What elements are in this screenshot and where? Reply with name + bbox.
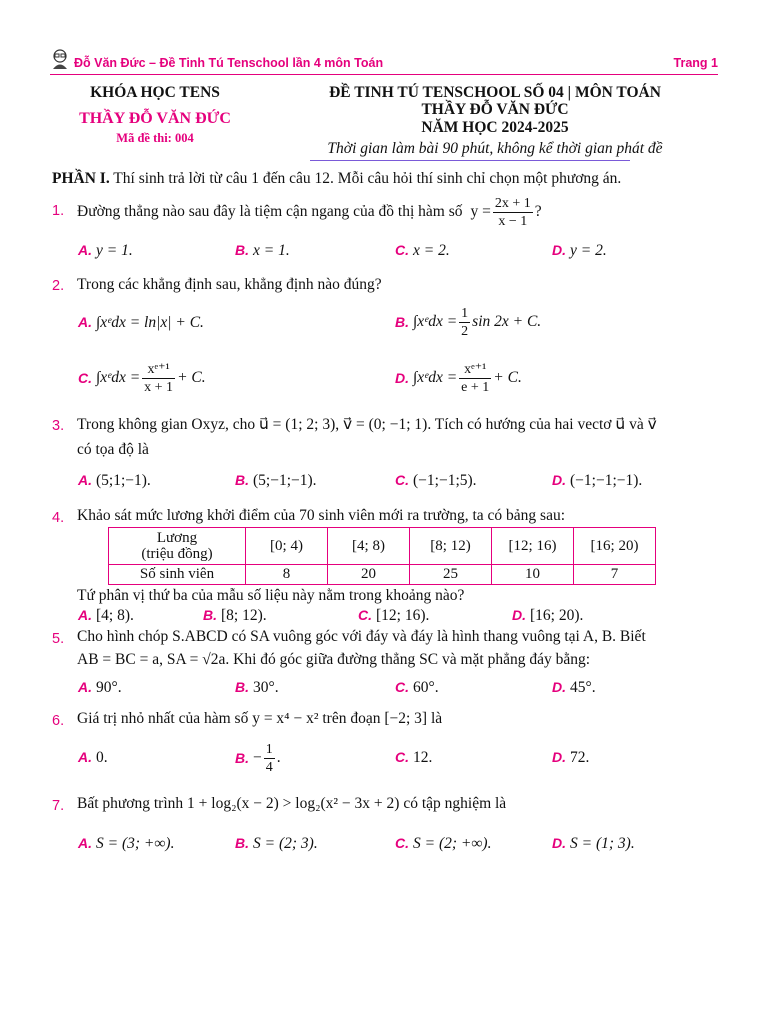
q4-text: Khảo sát mức lương khởi điểm của 70 sinh viên mới ra trường, ta có bảng sau: [77,507,566,524]
q2d-fraction [459,361,491,396]
q2c-denominator: x + 1 [144,379,174,395]
option-text: + C. [493,369,522,386]
exam-code: Mã đề thi: 004 [116,131,194,145]
table-cell: [16; 20) [574,528,656,565]
q2-text: Trong các khẳng định sau, khẳng định nào đúng? [77,276,382,293]
q1-denominator: x − 1 [498,213,528,229]
option-text: (−1;−1;−1). [570,472,643,489]
school-year: NĂM HỌC 2024-2025 [421,119,569,136]
option-label: C. [395,472,409,488]
option-label: D. [552,242,566,258]
q6-option-d[interactable] [552,749,589,767]
q2d-numerator: xᵉ⁺¹ [459,361,491,379]
q3-option-a[interactable] [78,472,151,490]
course-name: KHÓA HỌC TENS [90,84,220,101]
option-label: A. [78,472,92,488]
table-cell: 25 [410,565,492,585]
q1-option-d[interactable] [552,242,607,260]
q1-fraction [493,195,533,230]
teacher-name: THẦY ĐỖ VĂN ĐỨC [79,110,231,127]
option-label: B. [235,472,249,488]
option-text: y = 2. [570,242,607,259]
table-cell: [0; 4) [246,528,328,565]
table-cell: 20 [328,565,410,585]
q3-option-b[interactable] [235,472,317,490]
option-text: 30°. [253,679,279,696]
q1-option-b[interactable] [235,242,290,260]
table-row [109,565,656,585]
q5-option-c[interactable] [395,679,439,697]
table-header-cell [109,528,246,565]
header-rule [50,74,718,75]
option-label: D. [552,679,566,695]
q1-y-eq: y = [470,203,491,220]
option-label: D. [552,472,566,488]
q6-option-a[interactable] [78,749,108,767]
table-cell: [4; 8) [328,528,410,565]
q2b-numerator: 1 [461,305,469,321]
table-row [109,528,656,565]
question-number: 3. [52,418,65,434]
option-text: [12; 16). [376,607,430,624]
q7-option-b[interactable] [235,835,318,853]
question-number: 5. [52,631,65,647]
option-label: A. [78,242,92,258]
q2c-fraction [142,361,175,396]
part-heading [52,170,621,188]
page-number: Trang 1 [673,56,718,70]
q7-option-d[interactable] [552,835,635,853]
q7-text: Bất phương trình 1 + log₂(x − 2) > log₂(x² − 3x + 2) có tập nghiệm là [77,795,507,812]
q2b-denominator: 2 [461,323,469,339]
option-text: ∫xᵉdx = ln|x| + C. [96,314,204,331]
option-label: A. [78,314,92,330]
q3-line2: có tọa độ là [77,441,149,458]
exam-title: ĐỀ TINH TÚ TENSCHOOL SỐ 04 | MÔN TOÁN [329,84,661,101]
option-text: x = 2. [413,242,450,259]
option-text: S = (2; 3). [253,835,318,852]
q2b-fraction [459,305,470,340]
option-label: B. [235,242,249,258]
option-text: ∫xᵉdx = [96,369,141,386]
salary-table [108,527,656,585]
option-label: C. [395,242,409,258]
q5-line2: AB = BC = a, SA = √2a. Khi đó góc giữa đường thẳng SC và mặt phẳng đáy bằng: [77,651,591,668]
option-text: 12. [413,749,433,766]
question-number: 4. [52,510,65,526]
table-cell: 7 [574,565,656,585]
option-label: B. [203,607,217,623]
header-line: (triệu đồng) [141,546,213,562]
q1-option-a[interactable] [78,242,133,260]
part-label: PHẦN I. [52,170,110,187]
option-text: + C. [177,369,206,386]
question-number: 7. [52,798,65,814]
q5-option-b[interactable] [235,679,279,697]
option-text: (5;1;−1). [96,472,151,489]
question-number: 6. [52,713,65,729]
option-label: C. [395,835,409,851]
option-label: A. [78,835,92,851]
option-text: y = 1. [96,242,133,259]
q3-line1: Trong không gian Oxyz, cho u⃗ = (1; 2; 3), v⃗ = (0; −1; 1). Tích có hướng của hai vectơ u⃗ và v⃗ [77,416,657,433]
table-cell: 10 [492,565,574,585]
q5-option-d[interactable] [552,679,596,697]
header-line: Lương [156,530,198,546]
option-text: S = (3; +∞). [96,835,175,852]
q2-option-c[interactable] [78,358,206,398]
q6-option-c[interactable] [395,749,432,767]
q6b-denominator: 4 [265,759,273,775]
option-label: B. [235,679,249,695]
question-number: 1. [52,203,65,219]
q5-line1: Cho hình chóp S.ABCD có SA vuông góc với đáy và đáy là hình thang vuông tại A, B. Biết [77,628,646,645]
option-text: 60°. [413,679,439,696]
option-text: 72. [570,749,590,766]
q4-option-a[interactable] [78,607,134,625]
option-label: A. [78,749,92,765]
q2-option-b[interactable] [395,302,541,342]
question-1-text [77,192,542,232]
option-text: [8; 12). [221,607,267,624]
q6b-fraction [264,741,275,776]
table-cell: 8 [246,565,328,585]
option-label: D. [552,835,566,851]
option-label: B. [235,750,249,766]
q1-option-c[interactable] [395,242,450,260]
q3-option-d[interactable] [552,472,642,490]
option-text: x = 1. [253,242,290,259]
part-instructions: Thí sinh trả lời từ câu 1 đến câu 12. Mỗi câu hỏi thí sinh chỉ chọn một phương án. [109,170,622,187]
title-underline [310,160,630,161]
q1-end: ? [534,203,542,220]
option-label: B. [235,835,249,851]
exam-duration: Thời gian làm bài 90 phút, không kể thời gian phát đề [327,140,663,157]
option-text: [16; 20). [530,607,584,624]
option-text: (5;−1;−1). [253,472,317,489]
q1-numerator: 2x + 1 [494,195,531,211]
table-cell: [8; 12) [410,528,492,565]
q2c-numerator: xᵉ⁺¹ [142,361,175,379]
option-text: 45°. [570,679,596,696]
option-text: (−1;−1;5). [413,472,477,489]
header-title: Đỗ Văn Đức – Đề Tinh Tú Tenschool lần 4 môn Toán [74,56,384,70]
option-text: 90°. [96,679,122,696]
q4-option-b[interactable] [203,607,267,625]
table-header-cell: Số sinh viên [109,565,246,585]
option-label: C. [78,370,92,386]
option-label: D. [395,370,409,386]
q6-text: Giá trị nhỏ nhất của hàm số y = x⁴ − x² trên đoạn [−2; 3] là [77,710,443,727]
question-number: 2. [52,278,65,294]
option-text: ∫xᵉdx = [413,369,458,386]
q3-option-c[interactable] [395,472,477,490]
q4-option-d[interactable] [512,607,583,625]
option-text: . [276,749,281,766]
q1-text: Đường thẳng nào sau đây là tiệm cận ngang của đồ thị hàm số [77,203,463,220]
option-text: 0. [96,749,108,766]
option-label: B. [395,314,409,330]
exam-teacher: THẦY ĐỖ VĂN ĐỨC [421,101,569,118]
option-label: C. [395,749,409,765]
option-text: [4; 8). [96,607,134,624]
q2-option-d[interactable] [395,358,522,398]
q4-question: Tứ phân vị thứ ba của mẫu số liệu này nằm trong khoảng nào? [77,587,465,604]
option-text: ∫xᵉdx = [413,313,458,330]
q6b-numerator: 1 [265,741,273,757]
option-text: S = (2; +∞). [413,835,492,852]
q2d-denominator: e + 1 [461,379,490,395]
q2-option-a[interactable] [78,314,204,332]
q7-option-c[interactable] [395,835,491,853]
table-cell: [12; 16) [492,528,574,565]
option-text: − [253,749,262,766]
option-label: D. [512,607,526,623]
option-label: A. [78,607,92,623]
q6-option-b[interactable] [235,738,281,778]
author-avatar-icon [50,48,70,70]
option-label: C. [395,679,409,695]
option-text: sin 2x + C. [472,313,542,330]
q5-option-a[interactable] [78,679,122,697]
q4-option-c[interactable] [358,607,429,625]
option-text: S = (1; 3). [570,835,635,852]
option-label: A. [78,679,92,695]
q7-option-a[interactable] [78,835,174,853]
option-label: C. [358,607,372,623]
option-label: D. [552,749,566,765]
